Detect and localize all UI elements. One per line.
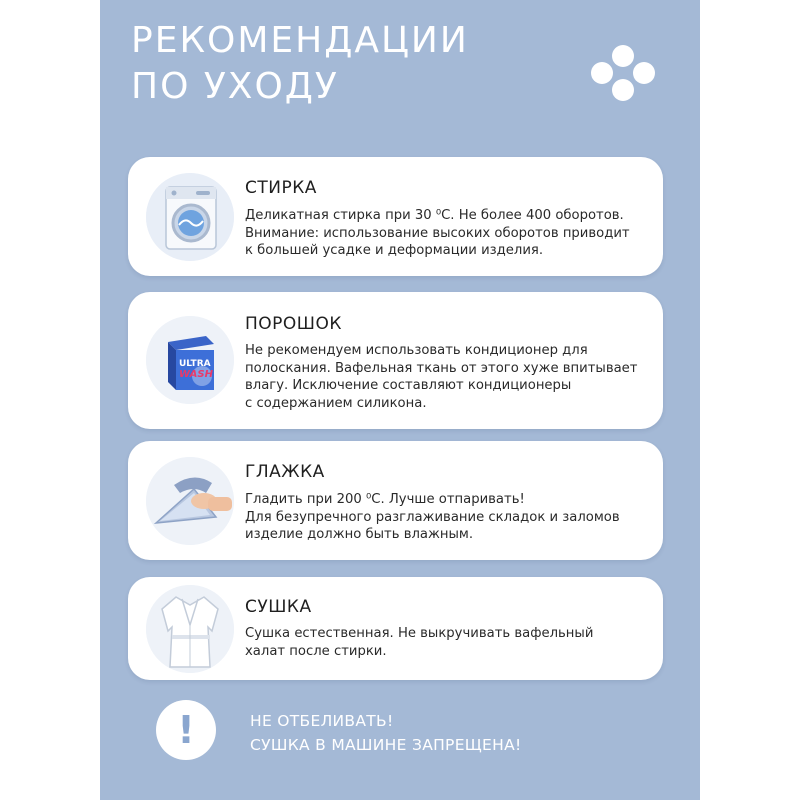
iron-icon	[146, 457, 234, 545]
section-text-washing	[245, 207, 655, 260]
warning-line-2: СУШКА В МАШИНЕ ЗАПРЕЩЕНА!	[250, 736, 522, 754]
powder-box-icon	[146, 316, 234, 404]
title-line-2: ПО УХОДУ	[131, 66, 339, 107]
text-line: Внимание: использование высоких оборотов приводит	[245, 225, 630, 241]
card-drying	[128, 577, 663, 680]
warning-symbol: !	[177, 708, 195, 752]
washing-machine-icon	[146, 173, 234, 261]
section-heading-powder: ПОРОШОК	[245, 314, 342, 334]
care-panel	[100, 0, 700, 800]
section-heading-drying: СУШКА	[245, 597, 312, 617]
section-heading-washing: СТИРКА	[245, 178, 317, 198]
bathrobe-icon	[146, 585, 234, 673]
text-line: Не рекомендуем использовать кондиционер для	[245, 343, 588, 358]
warning-icon	[156, 700, 216, 760]
text-line: к большей усадке и деформации изделия.	[245, 243, 544, 258]
flower-logo-icon	[590, 44, 656, 102]
page-title	[131, 18, 469, 110]
svg-text:WASH: WASH	[179, 369, 213, 380]
text-line: полоскания. Вафельная ткань от этого хуже впитывает	[245, 360, 638, 376]
section-text-drying	[245, 625, 655, 660]
text-line: с содержанием силикона.	[245, 395, 427, 411]
text-line: халат после стирки.	[245, 643, 387, 659]
warning-line-1: НЕ ОТБЕЛИВАТЬ!	[250, 712, 394, 730]
section-text-ironing	[245, 491, 655, 544]
warning-text	[250, 709, 522, 757]
text-line: Гладить при 200 ⁰С. Лучше отпаривать!	[245, 492, 525, 507]
text-line: Для безупречного разглаживание складок и заломов	[245, 509, 620, 525]
section-text-powder	[245, 342, 655, 412]
text-line: изделие должно быть влажным.	[245, 527, 474, 542]
powder-box-label: ULTRA	[179, 359, 211, 369]
text-line: Сушка естественная. Не выкручивать вафельный	[245, 626, 594, 641]
title-line-1: РЕКОМЕНДАЦИИ	[131, 20, 469, 61]
card-powder	[128, 292, 663, 429]
card-washing	[128, 157, 663, 276]
text-line: влагу. Исключение составляют кондиционеры	[245, 378, 572, 393]
card-ironing	[128, 441, 663, 560]
section-heading-ironing: ГЛАЖКА	[245, 462, 325, 482]
text-line: Деликатная стирка при 30 ⁰С. Не более 400 оборотов.	[245, 208, 624, 223]
